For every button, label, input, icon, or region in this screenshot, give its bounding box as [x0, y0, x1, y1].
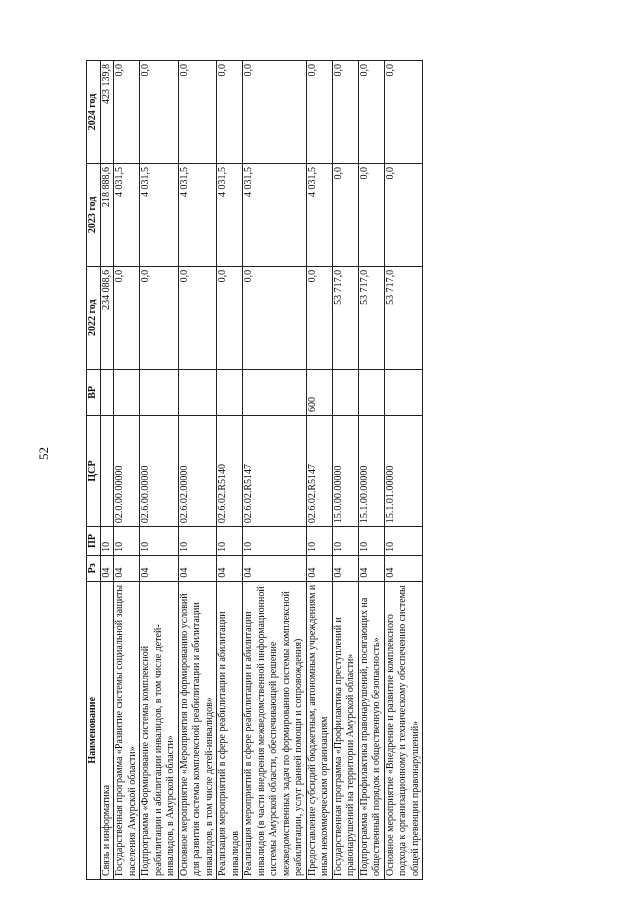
cell-name: Основное мероприятие «Мероприятия по формированию условий для развития системы комплексной реабилитации и абилитации инвалидов, в том числе детей-инвалидов»	[178, 581, 217, 879]
cell-csr: 02.6.02.R5147	[306, 416, 332, 527]
cell-2023: 4 031,5	[178, 163, 217, 266]
cell-pr: 10	[358, 527, 384, 556]
cell-vr	[243, 369, 307, 415]
page-number: 52	[36, 447, 51, 460]
cell-vr	[178, 369, 217, 415]
cell-rz: 04	[243, 555, 307, 581]
cell-csr: 02.6.02.R5147	[243, 416, 307, 527]
cell-2023: 4 031,5	[140, 163, 179, 266]
cell-rz: 04	[384, 555, 423, 581]
cell-csr: 15.1.00.00000	[358, 416, 384, 527]
cell-pr: 10	[243, 527, 307, 556]
cell-csr: 15.1.01.00000	[384, 416, 423, 527]
cell-2022: 0,0	[114, 266, 140, 369]
cell-2024: 0,0	[384, 61, 423, 164]
cell-rz: 04	[178, 555, 217, 581]
cell-pr: 10	[332, 527, 358, 556]
cell-pr: 10	[100, 527, 114, 556]
cell-2023: 0,0	[358, 163, 384, 266]
cell-pr: 10	[114, 527, 140, 556]
cell-pr: 10	[140, 527, 179, 556]
cell-2022: 53 717,0	[384, 266, 423, 369]
cell-name: Государственная программа «Профилактика преступлений и правонарушений на территории Амурской области»	[332, 581, 358, 879]
header-vr: ВР	[87, 369, 101, 415]
header-rz: Рз	[87, 555, 101, 581]
table-row	[358, 61, 384, 880]
cell-rz: 04	[140, 555, 179, 581]
table-row	[100, 61, 114, 880]
header-2022: 2022 год	[87, 266, 101, 369]
header-csr: ЦСР	[87, 416, 101, 527]
cell-vr	[384, 369, 423, 415]
cell-2023: 4 031,5	[243, 163, 307, 266]
cell-name: Государственная программа «Развитие системы социальной защиты населения Амурской области»	[114, 581, 140, 879]
cell-vr	[114, 369, 140, 415]
cell-name: Основное мероприятие «Внедрение и развитие комплексного подхода к организационному и техническому обеспечению системы общей превенции правонарушений»	[384, 581, 423, 879]
cell-2022: 53 717,0	[332, 266, 358, 369]
cell-2024: 0,0	[217, 61, 243, 164]
cell-csr: 15.0.00.00000	[332, 416, 358, 527]
cell-pr: 10	[384, 527, 423, 556]
cell-pr: 10	[217, 527, 243, 556]
cell-csr: 02.6.00.00000	[140, 416, 179, 527]
cell-pr: 10	[306, 527, 332, 556]
header-name: Наименование	[87, 581, 101, 879]
table-row	[217, 61, 243, 880]
header-pr: ПР	[87, 527, 101, 556]
cell-vr	[140, 369, 179, 415]
cell-2023: 218 888,6	[100, 163, 114, 266]
cell-2024: 0,0	[358, 61, 384, 164]
table-body	[100, 61, 423, 880]
cell-2023: 0,0	[332, 163, 358, 266]
cell-2022: 53 717,0	[358, 266, 384, 369]
cell-2024: 0,0	[306, 61, 332, 164]
cell-2024: 0,0	[114, 61, 140, 164]
cell-2022: 0,0	[306, 266, 332, 369]
cell-rz: 04	[114, 555, 140, 581]
cell-2024: 0,0	[332, 61, 358, 164]
cell-2023: 4 031,5	[306, 163, 332, 266]
cell-csr: 02.6.02.R5140	[217, 416, 243, 527]
table-row	[384, 61, 423, 880]
table-row	[332, 61, 358, 880]
cell-vr	[100, 369, 114, 415]
cell-pr: 10	[178, 527, 217, 556]
rotated-table-container	[86, 60, 536, 880]
header-2024: 2024 год	[87, 61, 101, 164]
cell-2022: 0,0	[243, 266, 307, 369]
cell-2022: 0,0	[217, 266, 243, 369]
cell-rz: 04	[100, 555, 114, 581]
table-row	[140, 61, 179, 880]
table-header	[87, 61, 101, 880]
cell-vr: 600	[306, 369, 332, 415]
cell-rz: 04	[332, 555, 358, 581]
cell-name: Подпрограмма «Формирование системы комплексной реабилитации и абилитации инвалидов, в том числе детей-инвалидов, в Амурской области»	[140, 581, 179, 879]
cell-2022: 234 088,6	[100, 266, 114, 369]
cell-2023: 0,0	[384, 163, 423, 266]
cell-csr: 02.0.00.00000	[114, 416, 140, 527]
header-2023: 2023 год	[87, 163, 101, 266]
cell-2024: 423 139,8	[100, 61, 114, 164]
cell-csr	[100, 416, 114, 527]
cell-vr	[358, 369, 384, 415]
cell-2023: 4 031,5	[217, 163, 243, 266]
cell-vr	[217, 369, 243, 415]
cell-rz: 04	[217, 555, 243, 581]
cell-name: Реализация мероприятий в сфере реабилитации и абилитации инвалидов (в части внедрения межведомственной информационной системы Амурской области, обеспечивающей решение межведомственных задач по формированию системы комплексной реабилитации, услуг ранней помощи и сопровождения)	[243, 581, 307, 879]
cell-rz: 04	[358, 555, 384, 581]
cell-name: Связь и информатика	[100, 581, 114, 879]
cell-2024: 0,0	[178, 61, 217, 164]
table-row	[178, 61, 217, 880]
cell-name: Подпрограмма «Профилактика правонарушений, посягающих на общественный порядок и общественную безопасность»	[358, 581, 384, 879]
cell-2023: 4 031,5	[114, 163, 140, 266]
table-row	[243, 61, 307, 880]
cell-vr	[332, 369, 358, 415]
cell-2024: 0,0	[243, 61, 307, 164]
cell-rz: 04	[306, 555, 332, 581]
cell-name: Предоставление субсидий бюджетным, автономным учреждениям и иным некоммерческим организациям	[306, 581, 332, 879]
cell-name: Реализация мероприятий в сфере реабилитации и абилитации инвалидов	[217, 581, 243, 879]
table-row	[306, 61, 332, 880]
table-row	[114, 61, 140, 880]
cell-2024: 0,0	[140, 61, 179, 164]
cell-2022: 0,0	[140, 266, 179, 369]
budget-table	[86, 60, 423, 880]
cell-2022: 0,0	[178, 266, 217, 369]
cell-csr: 02.6.02.00000	[178, 416, 217, 527]
